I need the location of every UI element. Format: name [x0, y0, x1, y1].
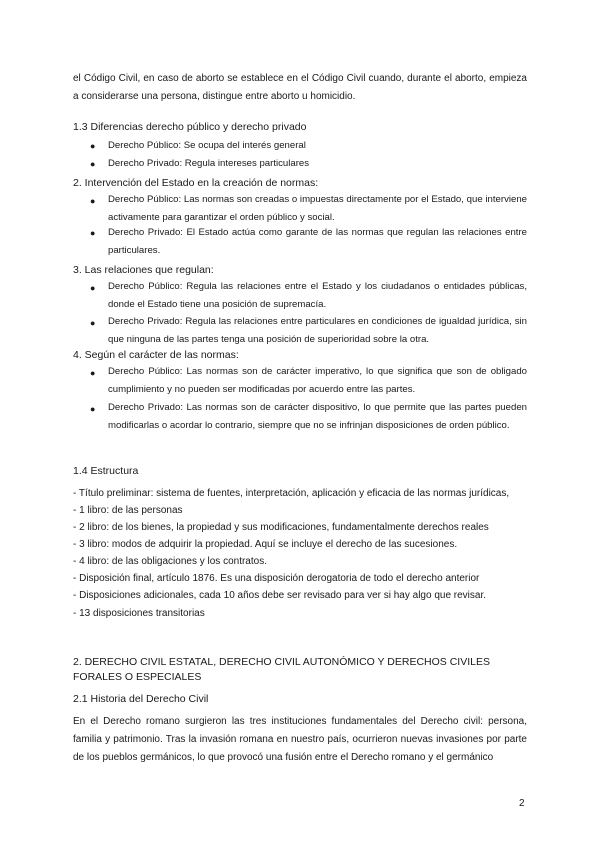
structure-line: - 3 libro: modos de adquirir la propiedad. Aquí se incluye el derecho de las sucesiones.: [73, 539, 458, 550]
structure-line: - 2 libro: de los bienes, la propiedad y sus modificaciones, fundamentalmente derechos reales: [73, 522, 489, 533]
bullet-dot: ●: [90, 368, 96, 378]
section-1-4-heading: 1.4 Estructura: [73, 465, 139, 477]
bullet-text: Derecho Público: Las normas son de carácter imperativo, lo que significa que son de obligado cumplimiento y no pueden ser modificadas por acuerdo entre las partes.: [108, 366, 527, 395]
intro-paragraph: el Código Civil, en caso de aborto se establece en el Código Civil cuando, durante el aborto, empieza a considerarse una persona, distingue entre aborto u homicidio.: [73, 73, 527, 102]
bullet-dot: ●: [90, 196, 96, 206]
bullet-dot: ●: [90, 228, 96, 238]
section-2-1-paragraph: En el Derecho romano surgieron las tres instituciones fundamentales del Derecho civil: persona, familia y patrimonio. Tras la invasión romana en nuestro país, ocurrieron nuevas invasiones por parte de los pueblos germánicos, lo que provocó una fusión entre el Derecho romano y el germánico: [73, 716, 527, 763]
bullet-text: Derecho Público: Regula las relaciones entre el Estado y los ciudadanos o entidades públicas, donde el Estado tiene una posición de supremacía.: [108, 281, 527, 310]
bullet-text: Derecho Privado: Regula intereses particulares: [108, 158, 310, 169]
bullet-dot: ●: [90, 404, 96, 414]
bullet-text: Derecho Privado: Regula las relaciones entre particulares en condiciones de igualdad jurídica, sin que ninguna de las partes tenga una posición de superioridad sobre la otra.: [108, 316, 527, 345]
section-2-1-heading: 2.1 Historia del Derecho Civil: [73, 693, 209, 705]
item-2-title: 2. Intervención del Estado en la creación de normas:: [73, 177, 319, 189]
bullet-text: Derecho Privado: El Estado actúa como garante de las normas que regulan las relaciones entre particulares.: [108, 227, 527, 256]
item-3-title: 3. Las relaciones que regulan:: [73, 264, 214, 276]
bullet-dot: ●: [90, 141, 96, 151]
bullet-dot: ●: [90, 159, 96, 169]
structure-line: - Disposiciones adicionales, cada 10 años debe ser revisado para ver si hay algo que revisar.: [73, 590, 487, 601]
bullet-dot: ●: [90, 283, 96, 293]
bullet-dot: ●: [90, 318, 96, 328]
structure-line: - Disposición final, artículo 1876. Es una disposición derogatoria de todo el derecho anterior: [73, 573, 480, 584]
item-4-title: 4. Según el carácter de las normas:: [73, 349, 239, 361]
structure-line: - 4 libro: de las obligaciones y los contratos.: [73, 556, 267, 567]
page-number: 2: [519, 798, 525, 809]
structure-line: - 13 disposiciones transitorias: [73, 608, 205, 619]
structure-line: - 1 libro: de las personas: [73, 505, 183, 516]
section-2-heading: 2. DERECHO CIVIL ESTATAL, DERECHO CIVIL AUTONÓMICO Y DERECHOS CIVILES FORALES O ESPECIALES: [73, 656, 490, 683]
bullet-text: Derecho Público: Las normas son creadas o impuestas directamente por el Estado, que interviene activamente para garantizar el orden público y social.: [108, 194, 527, 223]
structure-line: - Título preliminar: sistema de fuentes, interpretación, aplicación y eficacia de las normas jurídicas,: [73, 488, 510, 499]
bullet-text: Derecho Privado: Las normas son de carácter dispositivo, lo que permite que las partes pueden modificarlas o acordar lo contrario, siempre que no se infrinjan disposiciones de orden público.: [108, 402, 527, 431]
bullet-text: Derecho Público: Se ocupa del interés general: [108, 140, 306, 151]
section-1-3-heading: 1.3 Diferencias derecho público y derecho privado: [73, 121, 307, 133]
